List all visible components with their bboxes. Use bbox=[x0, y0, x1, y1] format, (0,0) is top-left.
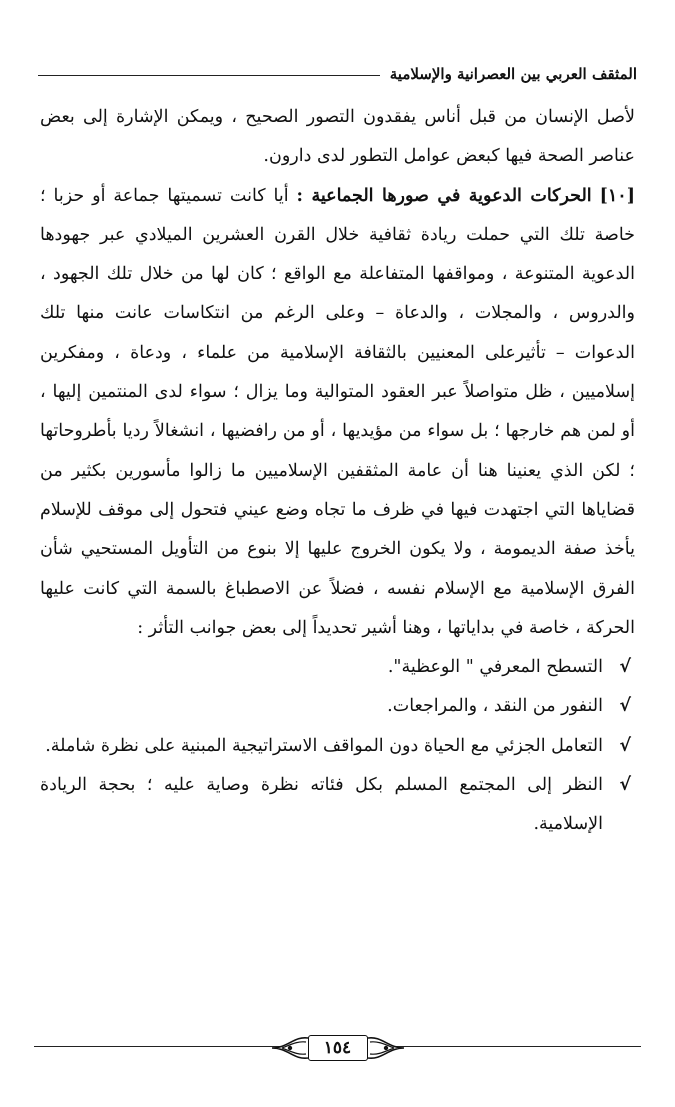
bullet-item bbox=[40, 687, 635, 726]
section-heading: الحركات الدعوية في صورها الجماعية : bbox=[296, 185, 592, 206]
bullet-list bbox=[40, 648, 635, 844]
section-body: أيا كانت تسميتها جماعة أو حزبا ؛ خاصة تلك التي حملت ريادة ثقافية خلال القرن العشرين الميلادي عبر جهودها الدعوية المتنوعة ، ومواقفها المتفاعلة مع الواقع ؛ كان لها من خلال تلك الجهود ، والدروس ، والمجلات ، والدعاة – وعلى الرغم من انتكاسات عانت منها تلك الدعوات – تأثيرعلى المعنيين بالثقافة الإسلامية من علماء ، ودعاة ، ومفكرين إسلاميين ، ظل متواصلاً عبر العقود المتوالية وما يزال ؛ سواء لدى المنتمين إليها ، أو لمن هم خارجها ؛ بل سواء من مؤيديها ، أو من رافضيها ، انشغالاً رديا بأطروحاتها ؛ لكن الذي يعنينا هنا أن عامة المثقفين الإسلاميين ما زالوا مأسورين بكثير من قضاياها التي اجتهدت فيها في ظرف ما تجاه وضع عيني فتحول إلى موقف للإسلام يأخذ صفة الديمومة ، ولا يكون الخروج عليها إلا بنوع من التأويل المستحيي شأن الفرق الإسلامية مع الإسلام نفسه ، فضلاً عن الاصطباغ بالسمة التي كانت عليها الحركة ، خاصة في بداياتها ، وهنا أشير تحديداً إلى بعض جوانب التأثر : bbox=[40, 185, 635, 638]
page-body bbox=[40, 98, 635, 845]
page-header bbox=[38, 58, 637, 88]
checkmark-icon: √ bbox=[619, 696, 631, 717]
page-footer bbox=[34, 1030, 641, 1070]
bullet-text: النفور من النقد ، والمراجعات. bbox=[387, 696, 603, 717]
checkmark-icon: √ bbox=[619, 735, 631, 756]
section-paragraph bbox=[40, 177, 635, 649]
bullet-item bbox=[40, 727, 635, 766]
bullet-item bbox=[40, 766, 635, 845]
section-number: [١٠] bbox=[599, 185, 635, 206]
checkmark-icon: √ bbox=[619, 775, 631, 796]
bullet-text: التعامل الجزئي مع الحياة دون المواقف الاستراتيجية المبنية على نظرة شاملة. bbox=[45, 735, 603, 756]
intro-paragraph: لأصل الإنسان من قبل أناس يفقدون التصور الصحيح ، ويمكن الإشارة إلى بعض عناصر الصحة فيها كبعض عوامل التطور لدى دارون. bbox=[40, 107, 635, 167]
checkmark-icon: √ bbox=[619, 657, 631, 678]
bullet-text: التسطح المعرفي " الوعظية". bbox=[387, 657, 603, 678]
bullet-item bbox=[40, 648, 635, 687]
bullet-text: النظر إلى المجتمع المسلم بكل فئاته نظرة وصاية عليه ؛ بحجة الريادة الإسلامية. bbox=[40, 775, 603, 835]
page-number: ١٥٤ bbox=[308, 1035, 368, 1061]
running-title: المثقف العربي بين العصرانية والإسلامية bbox=[380, 60, 637, 88]
